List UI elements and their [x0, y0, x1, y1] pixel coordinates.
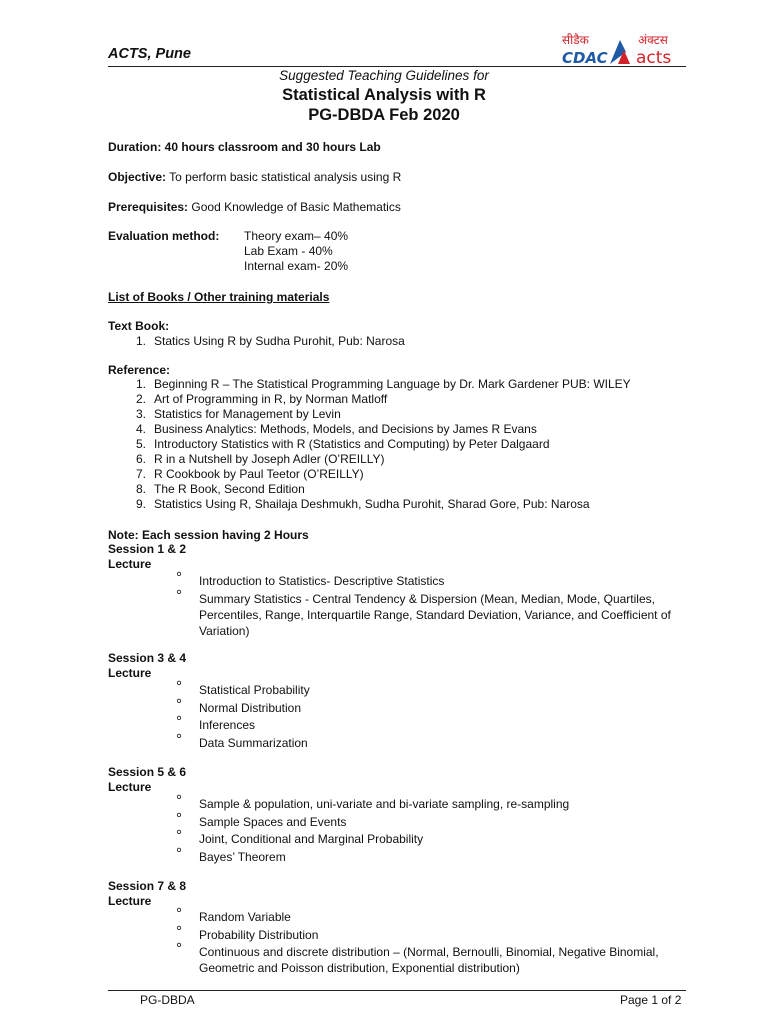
svg-text:अंक्टस: अंक्टस	[638, 33, 668, 47]
session-type: Lecture	[108, 894, 152, 908]
evaluation-label: Evaluation method:	[108, 229, 220, 243]
text-book-list	[108, 334, 405, 349]
topic-item: ° Continuous and discrete distribution – (Normal, Bernoulli, Binomial, Negative Binomial, Geometric and Poisson distribution, Exponential distribution)	[176, 944, 688, 976]
list-item: 9. Statistics Using R, Shailaja Deshmukh, Sudha Purohit, Sharad Gore, Pub: Narosa	[135, 497, 590, 511]
list-item: 3. Statistics for Management by Levin	[135, 407, 341, 421]
topic-item: ° Sample & population, uni-variate and bi-variate sampling, re-sampling	[176, 796, 688, 812]
list-item: 6. R in a Nutshell by Joseph Adler (O’REILLY)	[135, 452, 385, 466]
org-name: ACTS, Pune	[108, 46, 191, 62]
doc-program: PG-DBDA Feb 2020	[308, 106, 460, 124]
session-topics	[176, 682, 688, 752]
session-title: Session 1 & 2	[108, 542, 187, 556]
list-item: 2. Art of Programming in R, by Norman Matloff	[135, 392, 388, 406]
evaluation-item: Lab Exam - 40%	[244, 244, 333, 258]
session-type: Lecture	[108, 666, 152, 680]
session-type: Lecture	[108, 780, 152, 794]
objective-label: Objective:	[108, 170, 167, 184]
topic-item: ° Probability Distribution	[176, 927, 688, 943]
session-topics	[176, 909, 688, 978]
list-item: 1. Statics Using R by Sudha Purohit, Pub: Narosa	[135, 334, 405, 348]
books-heading: List of Books / Other training materials	[108, 290, 330, 304]
svg-text:acts: acts	[636, 48, 672, 66]
topic-item: ° Statistical Probability	[176, 682, 688, 698]
list-item: 7. R Cookbook by Paul Teetor (O’REILLY)	[135, 467, 364, 481]
topic-item: ° Introduction to Statistics- Descriptive Statistics	[176, 573, 688, 589]
topic-item: ° Random Variable	[176, 909, 688, 925]
topic-item: ° Sample Spaces and Events	[176, 814, 688, 830]
topic-item: ° Data Summarization	[176, 735, 688, 751]
list-item: 8. The R Book, Second Edition	[135, 482, 305, 496]
svg-text:CDAC: CDAC	[562, 49, 608, 66]
session-type: Lecture	[108, 557, 152, 571]
topic-item: ° Normal Distribution	[176, 700, 688, 716]
prerequisites-label: Prerequisites:	[108, 200, 189, 214]
cdac-acts-logo	[560, 30, 686, 66]
header-rule	[108, 66, 686, 67]
doc-subtitle: Suggested Teaching Guidelines for	[279, 68, 489, 83]
list-item: 1. Beginning R – The Statistical Programming Language by Dr. Mark Gardener PUB: WILEY	[135, 377, 631, 391]
prerequisites	[108, 200, 401, 214]
objective-value: To perform basic statistical analysis using R	[166, 170, 402, 184]
topic-item: ° Summary Statistics - Central Tendency & Dispersion (Mean, Median, Mode, Quartiles, Percentiles, Range, Interquartile Range, Standard Deviation, Variance, and Coefficient of Variation)	[176, 591, 688, 639]
session-title: Session 5 & 6	[108, 765, 187, 779]
list-item: 4. Business Analytics: Methods, Models, and Decisions by James R Evans	[135, 422, 537, 436]
topic-item: ° Inferences	[176, 717, 688, 733]
session-title: Session 3 & 4	[108, 651, 187, 665]
topic-item: ° Joint, Conditional and Marginal Probability	[176, 831, 688, 847]
evaluation-item: Theory exam– 40%	[244, 229, 349, 243]
reference-list	[108, 377, 631, 512]
footer-rule	[108, 990, 686, 991]
text-book-heading: Text Book:	[108, 319, 170, 333]
objective	[108, 170, 401, 184]
doc-title: Statistical Analysis with R	[282, 86, 486, 104]
session-topics	[176, 573, 688, 640]
session-topics	[176, 796, 688, 866]
session-title: Session 7 & 8	[108, 879, 187, 893]
page-number: Page 1 of 2	[620, 993, 682, 1007]
evaluation-list	[244, 229, 348, 274]
list-item: 5. Introductory Statistics with R (Statistics and Computing) by Peter Dalgaard	[135, 437, 550, 451]
prerequisites-value: Good Knowledge of Basic Mathematics	[188, 200, 401, 214]
evaluation-item: Internal exam- 20%	[244, 259, 349, 273]
session-note: Note: Each session having 2 Hours	[108, 528, 309, 542]
svg-text:सीडैक: सीडैक	[562, 33, 589, 47]
footer-left: PG-DBDA	[140, 993, 195, 1007]
reference-heading: Reference:	[108, 363, 171, 377]
duration: Duration: 40 hours classroom and 30 hours Lab	[108, 140, 381, 154]
topic-item: ° Bayes’ Theorem	[176, 849, 688, 865]
